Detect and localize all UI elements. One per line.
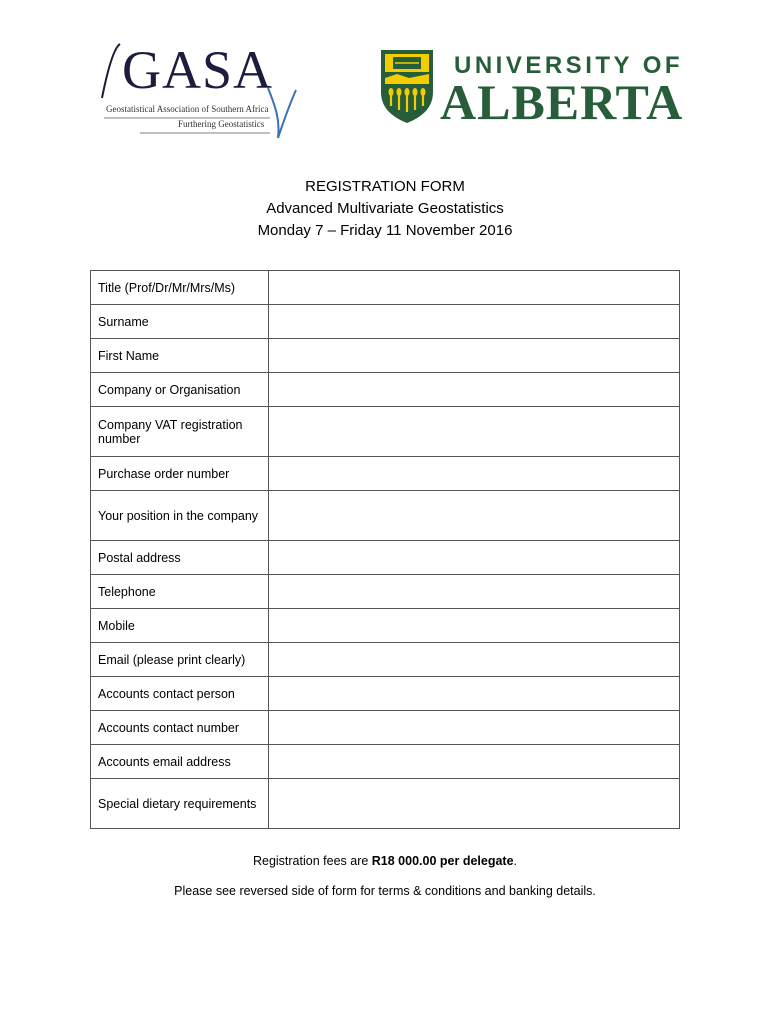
table-row (91, 745, 680, 779)
ualberta-logo (375, 48, 685, 128)
mobile-field[interactable] (269, 609, 680, 643)
form-title: REGISTRATION FORM (305, 178, 465, 195)
course-dates: Monday 7 – Friday 11 November 2016 (257, 222, 513, 239)
table-row (91, 779, 680, 829)
field-label: Your position in the company (91, 491, 269, 541)
field-label: Accounts contact person (91, 677, 269, 711)
purchase-order-field[interactable] (269, 457, 680, 491)
first-name-field[interactable] (269, 339, 680, 373)
table-row (91, 491, 680, 541)
ualberta-shield-icon (379, 48, 435, 124)
fees-amount: R18 000.00 per delegate (371, 854, 514, 868)
table-row (91, 711, 680, 745)
email-field[interactable] (269, 643, 680, 677)
field-label: Email (please print clearly) (91, 643, 269, 677)
form-heading (0, 176, 770, 242)
postal-address-field[interactable] (269, 541, 680, 575)
field-label: Company or Organisation (91, 373, 269, 407)
telephone-field[interactable] (269, 575, 680, 609)
field-label: Company VAT registration number (91, 407, 269, 457)
registration-table (90, 270, 680, 829)
table-row (91, 339, 680, 373)
table-row (91, 305, 680, 339)
ualberta-wordmark-line2: ALBERTA (440, 74, 684, 130)
field-label: Accounts email address (91, 745, 269, 779)
ualberta-wordmark-line1: UNIVERSITY OF (454, 52, 684, 79)
field-label: First Name (91, 339, 269, 373)
table-row (91, 373, 680, 407)
field-label: Accounts contact number (91, 711, 269, 745)
table-row (91, 575, 680, 609)
dietary-requirements-field[interactable] (269, 779, 680, 829)
field-label: Mobile (91, 609, 269, 643)
field-label: Title (Prof/Dr/Mr/Mrs/Ms) (91, 271, 269, 305)
table-row (91, 677, 680, 711)
gasa-tagline: Furthering Geostatistics (178, 119, 265, 129)
company-field[interactable] (269, 373, 680, 407)
vat-number-field[interactable] (269, 407, 680, 457)
table-row (91, 541, 680, 575)
course-name: Advanced Multivariate Geostatistics (266, 200, 504, 217)
terms-note: Please see reversed side of form for terms & conditions and banking details. (174, 884, 596, 898)
gasa-wordmark: GASA (122, 40, 274, 100)
table-row (91, 609, 680, 643)
fees-prefix: Registration fees are (252, 854, 372, 868)
field-label: Telephone (91, 575, 269, 609)
table-row (91, 457, 680, 491)
surname-field[interactable] (269, 305, 680, 339)
accounts-email-field[interactable] (269, 745, 680, 779)
fees-suffix: . (513, 854, 518, 868)
table-row (91, 271, 680, 305)
position-field[interactable] (269, 491, 680, 541)
table-row (91, 643, 680, 677)
accounts-contact-number-field[interactable] (269, 711, 680, 745)
field-label: Postal address (91, 541, 269, 575)
gasa-logo (100, 38, 300, 146)
field-label: Special dietary requirements (91, 779, 269, 829)
fees-note (0, 854, 770, 868)
title-field[interactable] (269, 271, 680, 305)
field-label: Surname (91, 305, 269, 339)
field-label: Purchase order number (91, 457, 269, 491)
table-row (91, 407, 680, 457)
gasa-subtitle: Geostatistical Association of Southern Africa (106, 104, 269, 114)
accounts-contact-person-field[interactable] (269, 677, 680, 711)
